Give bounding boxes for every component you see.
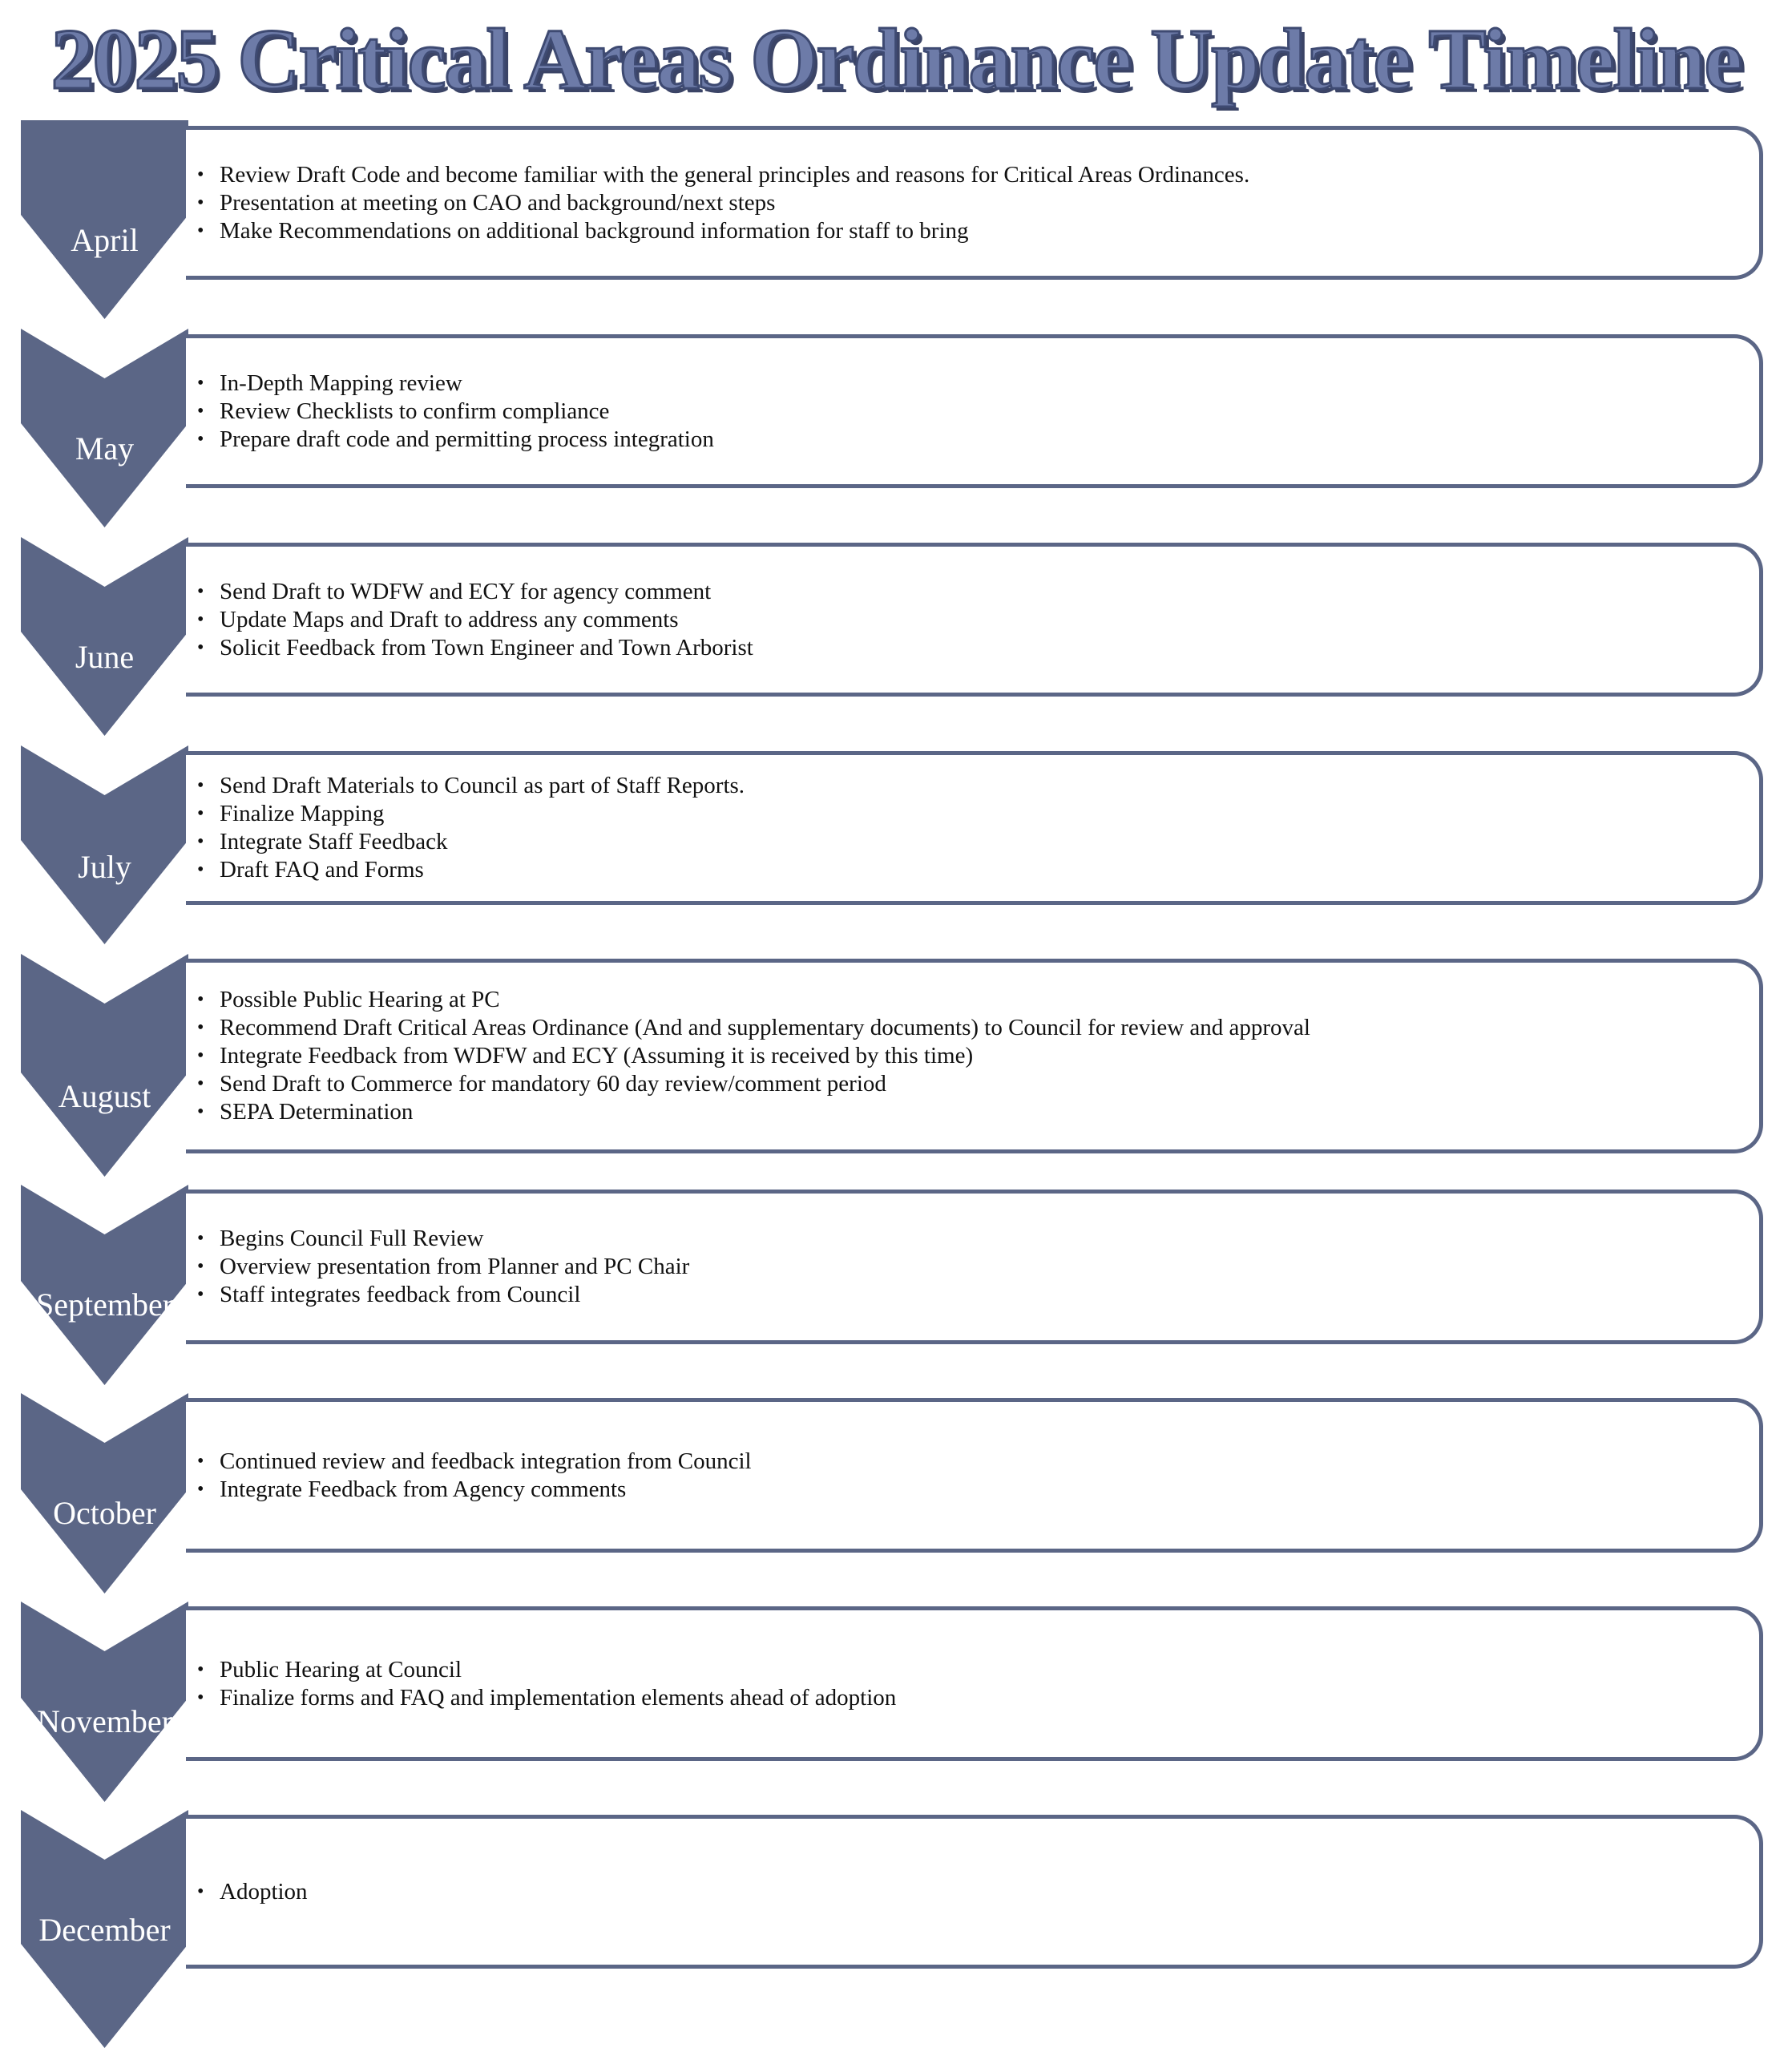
task-list bbox=[186, 1225, 689, 1309]
tasks-box-september bbox=[186, 1190, 1763, 1344]
task-item: • Recommend Draft Critical Areas Ordinance (And and supplementary documents) to Council for review and approval bbox=[220, 1014, 1310, 1042]
month-label-november: November bbox=[37, 1703, 172, 1739]
task-item: • Adoption bbox=[220, 1878, 308, 1906]
task-item: • Possible Public Hearing at PC bbox=[220, 986, 1310, 1014]
tasks-box-may bbox=[186, 334, 1763, 488]
task-item: • Integrate Feedback from Agency comments bbox=[220, 1476, 752, 1504]
task-list bbox=[186, 1448, 752, 1504]
month-label-october: October bbox=[53, 1495, 156, 1531]
task-item: • Finalize Mapping bbox=[220, 800, 745, 828]
chevron-june bbox=[21, 537, 188, 736]
task-item: • Prepare draft code and permitting process integration bbox=[220, 426, 714, 454]
task-item: • Presentation at meeting on CAO and background/next steps bbox=[220, 189, 1249, 217]
tasks-box-december bbox=[186, 1815, 1763, 1969]
task-item: • Solicit Feedback from Town Engineer and Town Arborist bbox=[220, 634, 753, 662]
task-list bbox=[186, 1656, 896, 1712]
month-label-june: June bbox=[75, 639, 135, 675]
tasks-box-august bbox=[186, 959, 1763, 1153]
task-list bbox=[186, 1878, 308, 1906]
task-item: • Continued review and feedback integration from Council bbox=[220, 1448, 752, 1476]
chevron-august bbox=[21, 954, 188, 1177]
chevron-may bbox=[21, 329, 188, 527]
tasks-box-april bbox=[186, 126, 1763, 280]
task-list bbox=[186, 161, 1249, 245]
task-item: • SEPA Determination bbox=[220, 1098, 1310, 1126]
task-list bbox=[186, 578, 753, 662]
task-item: • Finalize forms and FAQ and implementation elements ahead of adoption bbox=[220, 1684, 896, 1712]
task-item: • Integrate Staff Feedback bbox=[220, 828, 745, 856]
task-item: • Update Maps and Draft to address any comments bbox=[220, 606, 753, 634]
page-title: 2025 Critical Areas Ordinance Update Timeline bbox=[50, 12, 1742, 107]
task-item: • Begins Council Full Review bbox=[220, 1225, 689, 1253]
task-item: • Staff integrates feedback from Council bbox=[220, 1281, 689, 1309]
task-item: • Make Recommendations on additional background information for staff to bring bbox=[220, 217, 1249, 245]
month-label-april: April bbox=[71, 222, 139, 258]
task-item: • In-Depth Mapping review bbox=[220, 370, 714, 398]
task-list bbox=[186, 772, 745, 884]
task-item: • Public Hearing at Council bbox=[220, 1656, 896, 1684]
task-item: • Send Draft to Commerce for mandatory 60 day review/comment period bbox=[220, 1070, 1310, 1098]
tasks-box-october bbox=[186, 1398, 1763, 1553]
tasks-box-july bbox=[186, 751, 1763, 905]
task-list bbox=[186, 370, 714, 454]
task-item: • Send Draft to WDFW and ECY for agency comment bbox=[220, 578, 753, 606]
task-item: • Review Checklists to confirm compliance bbox=[220, 398, 714, 426]
task-item: • Integrate Feedback from WDFW and ECY (Assuming it is received by this time) bbox=[220, 1042, 1310, 1070]
chevron-april bbox=[21, 120, 188, 319]
tasks-box-june bbox=[186, 543, 1763, 697]
task-item: • Review Draft Code and become familiar with the general principles and reasons for Critical Areas Ordinances. bbox=[220, 161, 1249, 189]
month-label-september: September bbox=[35, 1287, 174, 1323]
task-item: • Draft FAQ and Forms bbox=[220, 856, 745, 884]
month-label-december: December bbox=[38, 1912, 171, 1948]
chevron-july bbox=[21, 745, 188, 944]
month-label-august: August bbox=[58, 1078, 151, 1114]
month-label-may: May bbox=[75, 430, 135, 467]
task-item: • Overview presentation from Planner and PC Chair bbox=[220, 1253, 689, 1281]
task-item: • Send Draft Materials to Council as part of Staff Reports. bbox=[220, 772, 745, 800]
task-list bbox=[186, 986, 1310, 1126]
tasks-box-november bbox=[186, 1606, 1763, 1761]
month-label-july: July bbox=[78, 849, 131, 885]
timeline-chevrons bbox=[0, 0, 192, 2052]
